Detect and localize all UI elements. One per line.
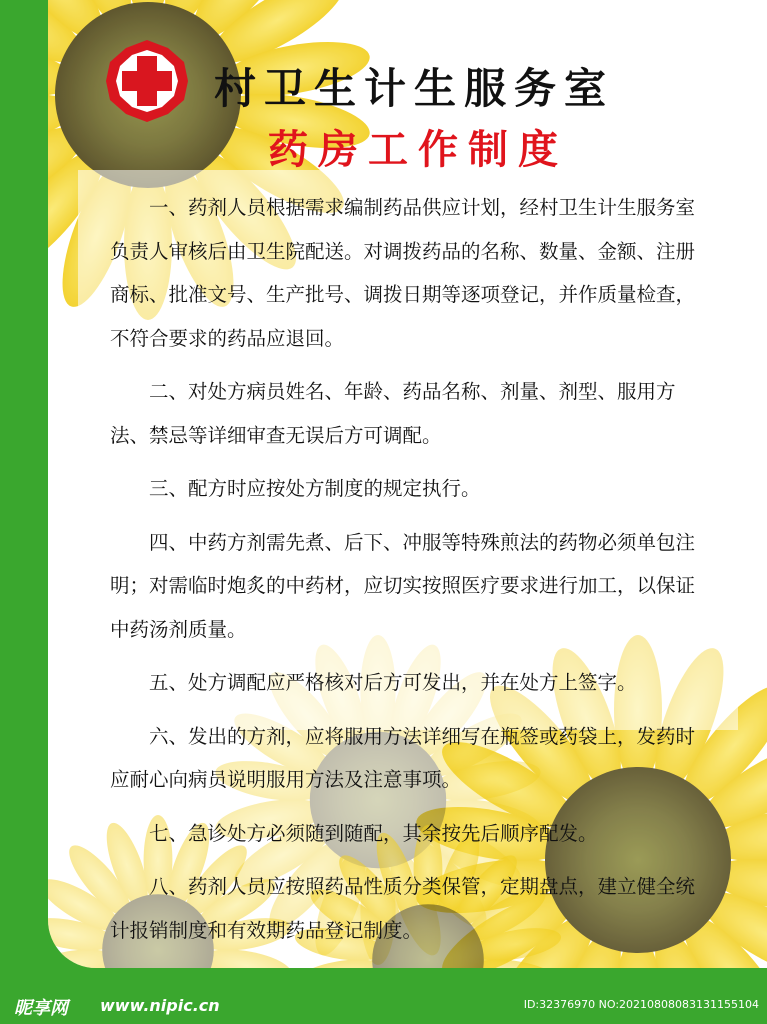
- regulation-item: 八、药剂人员应按照药品性质分类保管，定期盘点，建立健全统计报销制度和有效期药品登记制度。: [110, 875, 696, 942]
- red-cross-icon: [104, 38, 190, 124]
- page-subtitle: 药房工作制度: [268, 127, 568, 173]
- regulation-item: 五、处方调配应严格核对后方可发出，并在处方上签字。: [149, 671, 637, 694]
- regulation-item: 二、对处方病员姓名、年龄、药品名称、剂量、剂型、服用方法、禁忌等详细审查无误后方可调配。: [110, 380, 676, 447]
- watermark-logo: 昵享网: [14, 998, 68, 1019]
- page-title: 村卫生计生服务室: [214, 64, 615, 113]
- regulation-item: 七、急诊处方必须随到随配，其余按先后顺序配发。: [149, 821, 598, 845]
- regulation-item: 六、发出的方剂，应将服用方法详细写在瓶签或药袋上，发药时应耐心向病员说明服用方法及注意事项。: [110, 724, 696, 791]
- watermark-url: www.nipic.cn: [100, 996, 220, 1015]
- regulation-item: 一、药剂人员根据需求编制药品供应计划，经村卫生计生服务室负责人审核后由卫生院配送。对调拨药品的名称、数量、金额、注册商标、批准文号、生产批号、调拨日期等逐项登记，并作质量检查，不符合要求的药品应退回。: [110, 196, 696, 350]
- watermark-id: ID:32376970 NO:20210808083131155104: [523, 998, 759, 1011]
- regulations-body: [110, 186, 695, 952]
- regulation-item: 三、配方时应按处方制度的规定执行。: [149, 477, 481, 500]
- regulation-item: 四、中药方剂需先煮、后下、冲服等特殊煎法的药物必须单包注明；对需临时炮炙的中药材，应切实按照医疗要求进行加工，以保证中药汤剂质量。: [110, 530, 696, 641]
